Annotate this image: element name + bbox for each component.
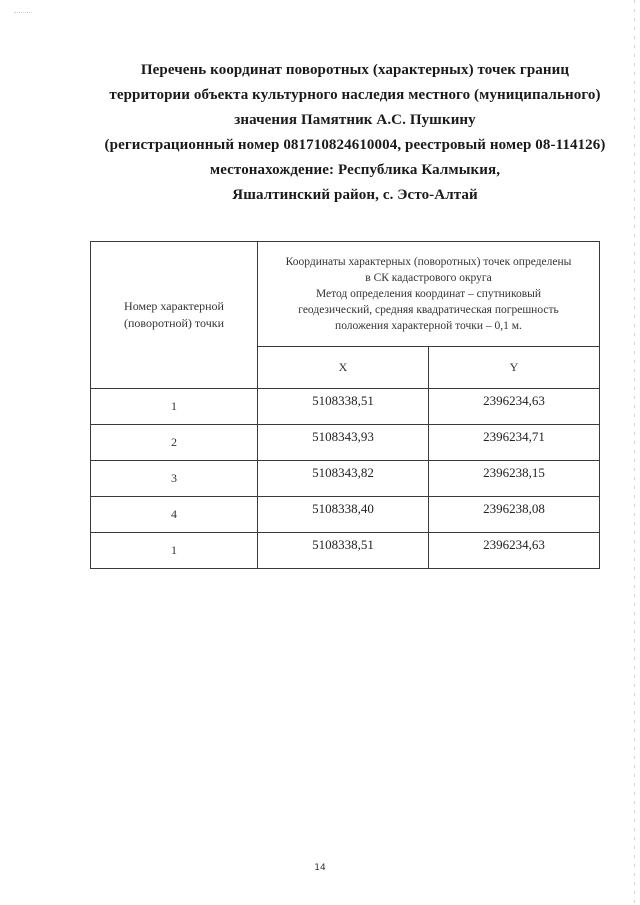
header-coordinates: [258, 242, 600, 347]
header-point-line-2: (поворотной) точки: [124, 316, 224, 330]
header-coords-line-2: в СК кадастрового округа: [365, 272, 492, 284]
table-row: [91, 497, 600, 533]
header-point-number: [91, 242, 258, 389]
header-coords-line-1: Координаты характерных (поворотных) точек определены: [285, 256, 572, 268]
point-number: 2: [91, 425, 258, 461]
point-number: 1: [91, 533, 258, 569]
x-coordinate: 5108338,40: [258, 497, 429, 533]
column-header-y: Y: [429, 347, 600, 389]
table-row: [91, 425, 600, 461]
document-title: [40, 58, 640, 208]
header-coords-line-4: геодезический, средняя квадратическая погрешность: [298, 304, 559, 316]
page-number: 14: [314, 863, 326, 873]
x-coordinate: 5108343,82: [258, 461, 429, 497]
title-line-1: Перечень координат поворотных (характерных) точек границ: [140, 62, 570, 78]
title-line-4: (регистрационный номер 081710824610004, реестровый номер 08-114126): [104, 137, 606, 153]
x-coordinate: 5108338,51: [258, 533, 429, 569]
table-row: [91, 533, 600, 569]
table-row: [91, 389, 600, 425]
coordinates-table: [90, 241, 600, 569]
y-coordinate: 2396238,08: [429, 497, 600, 533]
x-coordinate: 5108343,93: [258, 425, 429, 461]
header-coords-line-5: положения характерной точки – 0,1 м.: [335, 320, 522, 332]
column-header-x: X: [258, 347, 429, 389]
point-number: 1: [91, 389, 258, 425]
title-line-2: территории объекта культурного наследия местного (муниципального): [109, 87, 601, 103]
y-coordinate: 2396238,15: [429, 461, 600, 497]
y-coordinate: 2396234,63: [429, 389, 600, 425]
scan-artifact: [14, 12, 32, 17]
point-number: 3: [91, 461, 258, 497]
title-line-3: значения Памятник А.С. Пушкину: [234, 112, 476, 128]
y-coordinate: 2396234,63: [429, 533, 600, 569]
y-coordinate: 2396234,71: [429, 425, 600, 461]
title-line-5: местонахождение: Республика Калмыкия,: [209, 162, 501, 178]
x-coordinate: 5108338,51: [258, 389, 429, 425]
header-point-line-1: Номер характерной: [124, 299, 224, 313]
title-line-6: Яшалтинский район, с. Эсто-Алтай: [232, 187, 478, 203]
point-number: 4: [91, 497, 258, 533]
table-row: [91, 461, 600, 497]
header-coords-line-3: Метод определения координат – спутниковый: [315, 288, 542, 300]
